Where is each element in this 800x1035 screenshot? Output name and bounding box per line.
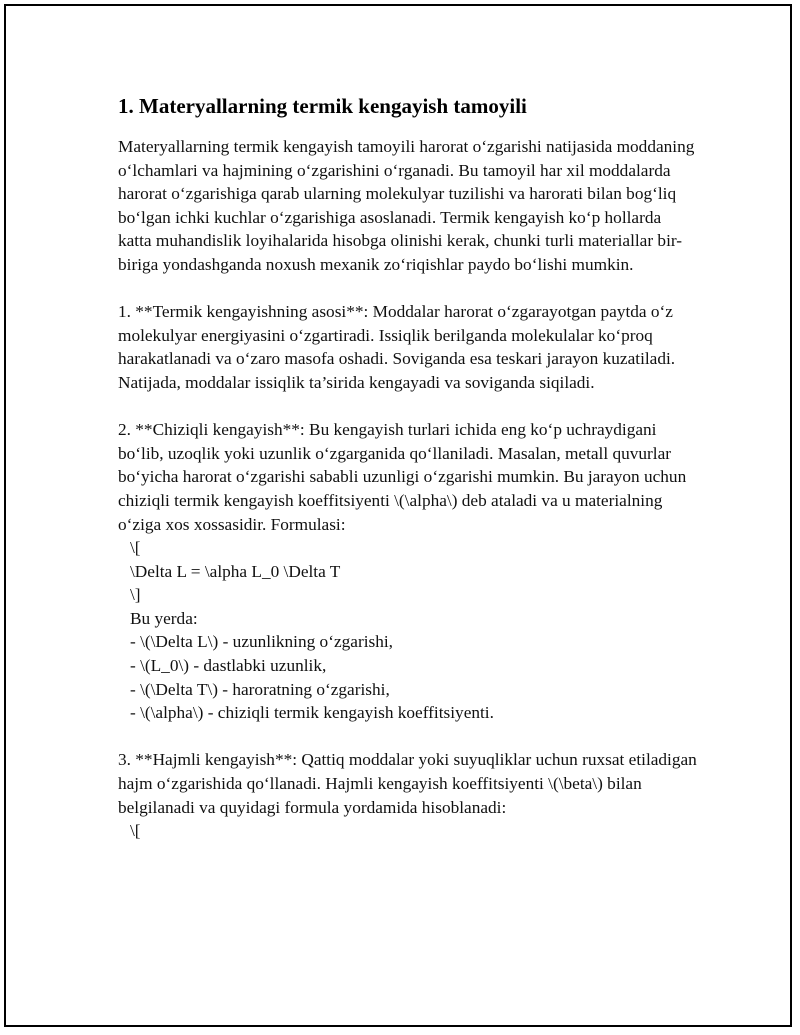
where-item: - \(\Delta T\) - haroratning o‘zgarishi, <box>130 679 390 699</box>
paragraph-gap <box>118 395 698 419</box>
formula-block <box>118 819 698 843</box>
item-2-paragraph: 2. **Chiziqli kengayish**: Bu kengayish turlari ichida eng ko‘p uchraydigani bo‘lib, uzoqlik yoki uzunlik o‘zgarganida qo‘llaniladi. Masalan, metall quvurlar bo‘yicha harorat o‘zgarishi sababli uzunligi o‘zgarishi mumkin. Bu jarayon uchun chiziqli termik kengayish koeffitsiyenti \(\alpha\) deb ataladi va u materialning o‘ziga xos xossasidir. Formulasi: <box>118 420 691 534</box>
formula-close: \] <box>130 585 141 605</box>
document-body <box>118 93 702 843</box>
formula-open: \[ <box>130 538 141 558</box>
where-item: - \(\Delta L\) - uzunlikning o‘zgarishi, <box>130 632 393 652</box>
item-3-paragraph: 3. **Hajmli kengayish**: Qattiq moddalar yoki suyuqliklar uchun ruxsat etiladigan hajm o‘zgarishida qo‘llanadi. Hajmli kengayish koeffitsiyenti \(\beta\) bilan belgilanadi va quyidagi formula yordamida hisoblanadi: <box>118 750 702 817</box>
section-heading: 1. Materyallarning termik kengayish tamoyili <box>118 94 527 118</box>
where-item: - \(L_0\) - dastlabki uzunlik, <box>130 656 327 676</box>
item-1-paragraph: 1. **Termik kengayishning asosi**: Moddalar harorat o‘zgarayotgan paytda o‘z molekulyar energiyasini o‘zgartiradi. Issiqlik berilganda molekulalar ko‘proq harakatlanadi va o‘zaro masofa oshadi. Soviganda esa teskari jarayon kuzatiladi. Natijada, moddalar issiqlik ta’sirida kengayadi va soviganda siqiladi. <box>118 302 680 392</box>
formula-body: \Delta L = \alpha L_0 \Delta T <box>130 561 341 581</box>
intro-paragraph: Materyallarning termik kengayish tamoyili harorat o‘zgarishi natijasida moddaning o‘lchamlari va hajmining o‘zgarishini o‘rganadi. Bu tamoyil har xil moddalarda harorat o‘zgarishiga qarab ularning molekulyar tuzilishi va harorati bilan bog‘liq bo‘lgan ichki kuchlar o‘zgarishiga asoslanadi. Termik kengayish ko‘p hollarda katta muhandislik loyihalarida hisobga olinishi kerak, chunki turli materiallar bir-biriga yondashganda noxush mexanik zo‘riqishlar paydo bo‘lishi mumkin. <box>118 137 699 274</box>
where-item: - \(\alpha\) - chiziqli termik kengayish koeffitsiyenti. <box>130 703 494 723</box>
formula-block <box>118 536 698 725</box>
paragraph-gap <box>118 725 698 749</box>
where-label: Bu yerda: <box>130 608 198 628</box>
paragraph-gap <box>118 277 698 301</box>
formula-open: \[ <box>130 821 141 841</box>
